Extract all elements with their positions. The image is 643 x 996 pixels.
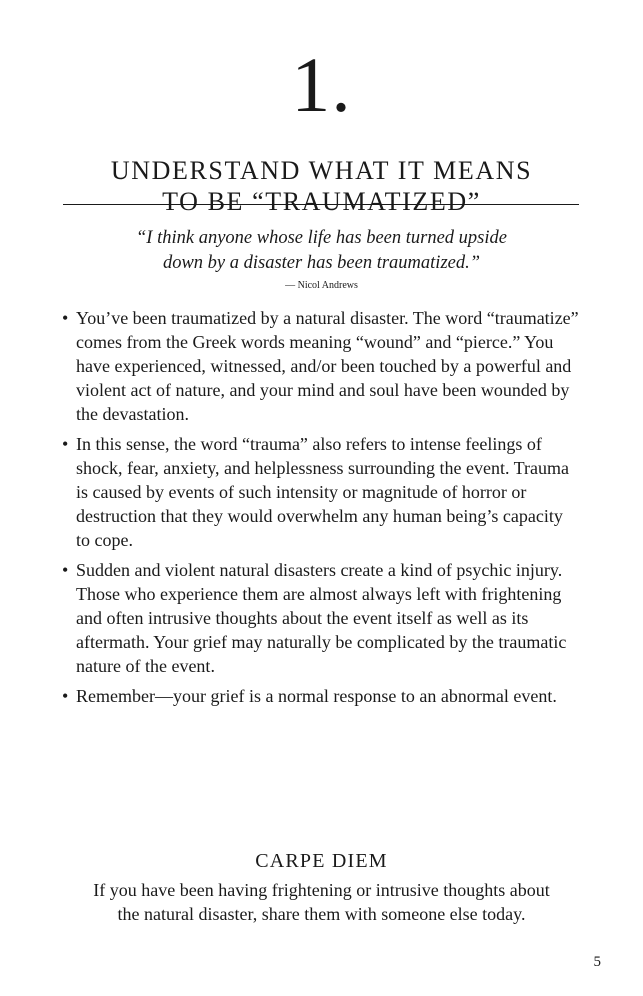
bullet-line: Remember—your grief is a normal response to an abnormal event. <box>76 686 557 706</box>
bullet-line: have experienced, witnessed, and/or been touched by a powerful and <box>76 356 572 376</box>
chapter-title-line-1: UNDERSTAND WHAT IT MEANS <box>110 156 533 186</box>
page-number: 5 <box>593 954 601 970</box>
carpe-diem-line-2: the natural disaster, share them with someone else today. <box>117 904 526 924</box>
bullet-line: aftermath. Your grief may naturally be complicated by the traumatic <box>76 632 567 652</box>
title-divider <box>63 204 579 205</box>
carpe-diem-line-1: If you have been having frightening or intrusive thoughts about <box>93 880 550 900</box>
chapter-title <box>40 155 603 217</box>
bullet-line: and often intrusive thoughts about the event itself as well as its <box>76 608 529 628</box>
carpe-diem-heading: CARPE DIEM <box>255 850 388 872</box>
bullet-line: comes from the Greek words meaning “wound” and “pierce.” You <box>76 332 554 352</box>
chapter-title-line-2: TO BE “TRAUMATIZED” <box>162 187 481 217</box>
bullet-line: Sudden and violent natural disasters create a kind of psychic injury. <box>76 560 563 580</box>
bullet-glyph: • <box>62 560 69 580</box>
epigraph-line-2: down by a disaster has been traumatized.” <box>162 253 481 273</box>
bullet-item-3 <box>62 558 586 678</box>
bullet-item-4 <box>62 684 586 708</box>
bullet-line: the devastation. <box>76 404 189 424</box>
bullet-glyph: • <box>62 308 69 328</box>
carpe-diem-text <box>40 878 603 926</box>
bullet-list <box>62 306 586 714</box>
bullet-line: Those who experience them are almost always left with frightening <box>76 584 562 604</box>
epigraph-attribution: — Nicol Andrews <box>285 280 358 291</box>
epigraph-line-1: “I think anyone whose life has been turned upside <box>136 228 507 248</box>
bullet-item-1 <box>62 306 586 426</box>
bullet-line: shock, fear, anxiety, and helplessness surrounding the event. Trauma <box>76 458 570 478</box>
bullet-line: In this sense, the word “trauma” also refers to intense feelings of <box>76 434 542 454</box>
epigraph-quote <box>60 226 583 276</box>
bullet-line: is caused by events of such intensity or magnitude of horror or <box>76 482 527 502</box>
bullet-line: You’ve been traumatized by a natural disaster. The word “traumatize” <box>76 308 579 328</box>
chapter-number: 1. <box>291 41 352 128</box>
bullet-glyph: • <box>62 434 69 454</box>
bullet-item-2 <box>62 432 586 552</box>
bullet-glyph: • <box>62 686 69 706</box>
bullet-line: destruction that they would overwhelm any human being’s capacity <box>76 506 563 526</box>
bullet-line: nature of the event. <box>76 656 215 676</box>
bullet-line: to cope. <box>76 530 133 550</box>
bullet-line: violent act of nature, and your mind and soul have been wounded by <box>76 380 570 400</box>
